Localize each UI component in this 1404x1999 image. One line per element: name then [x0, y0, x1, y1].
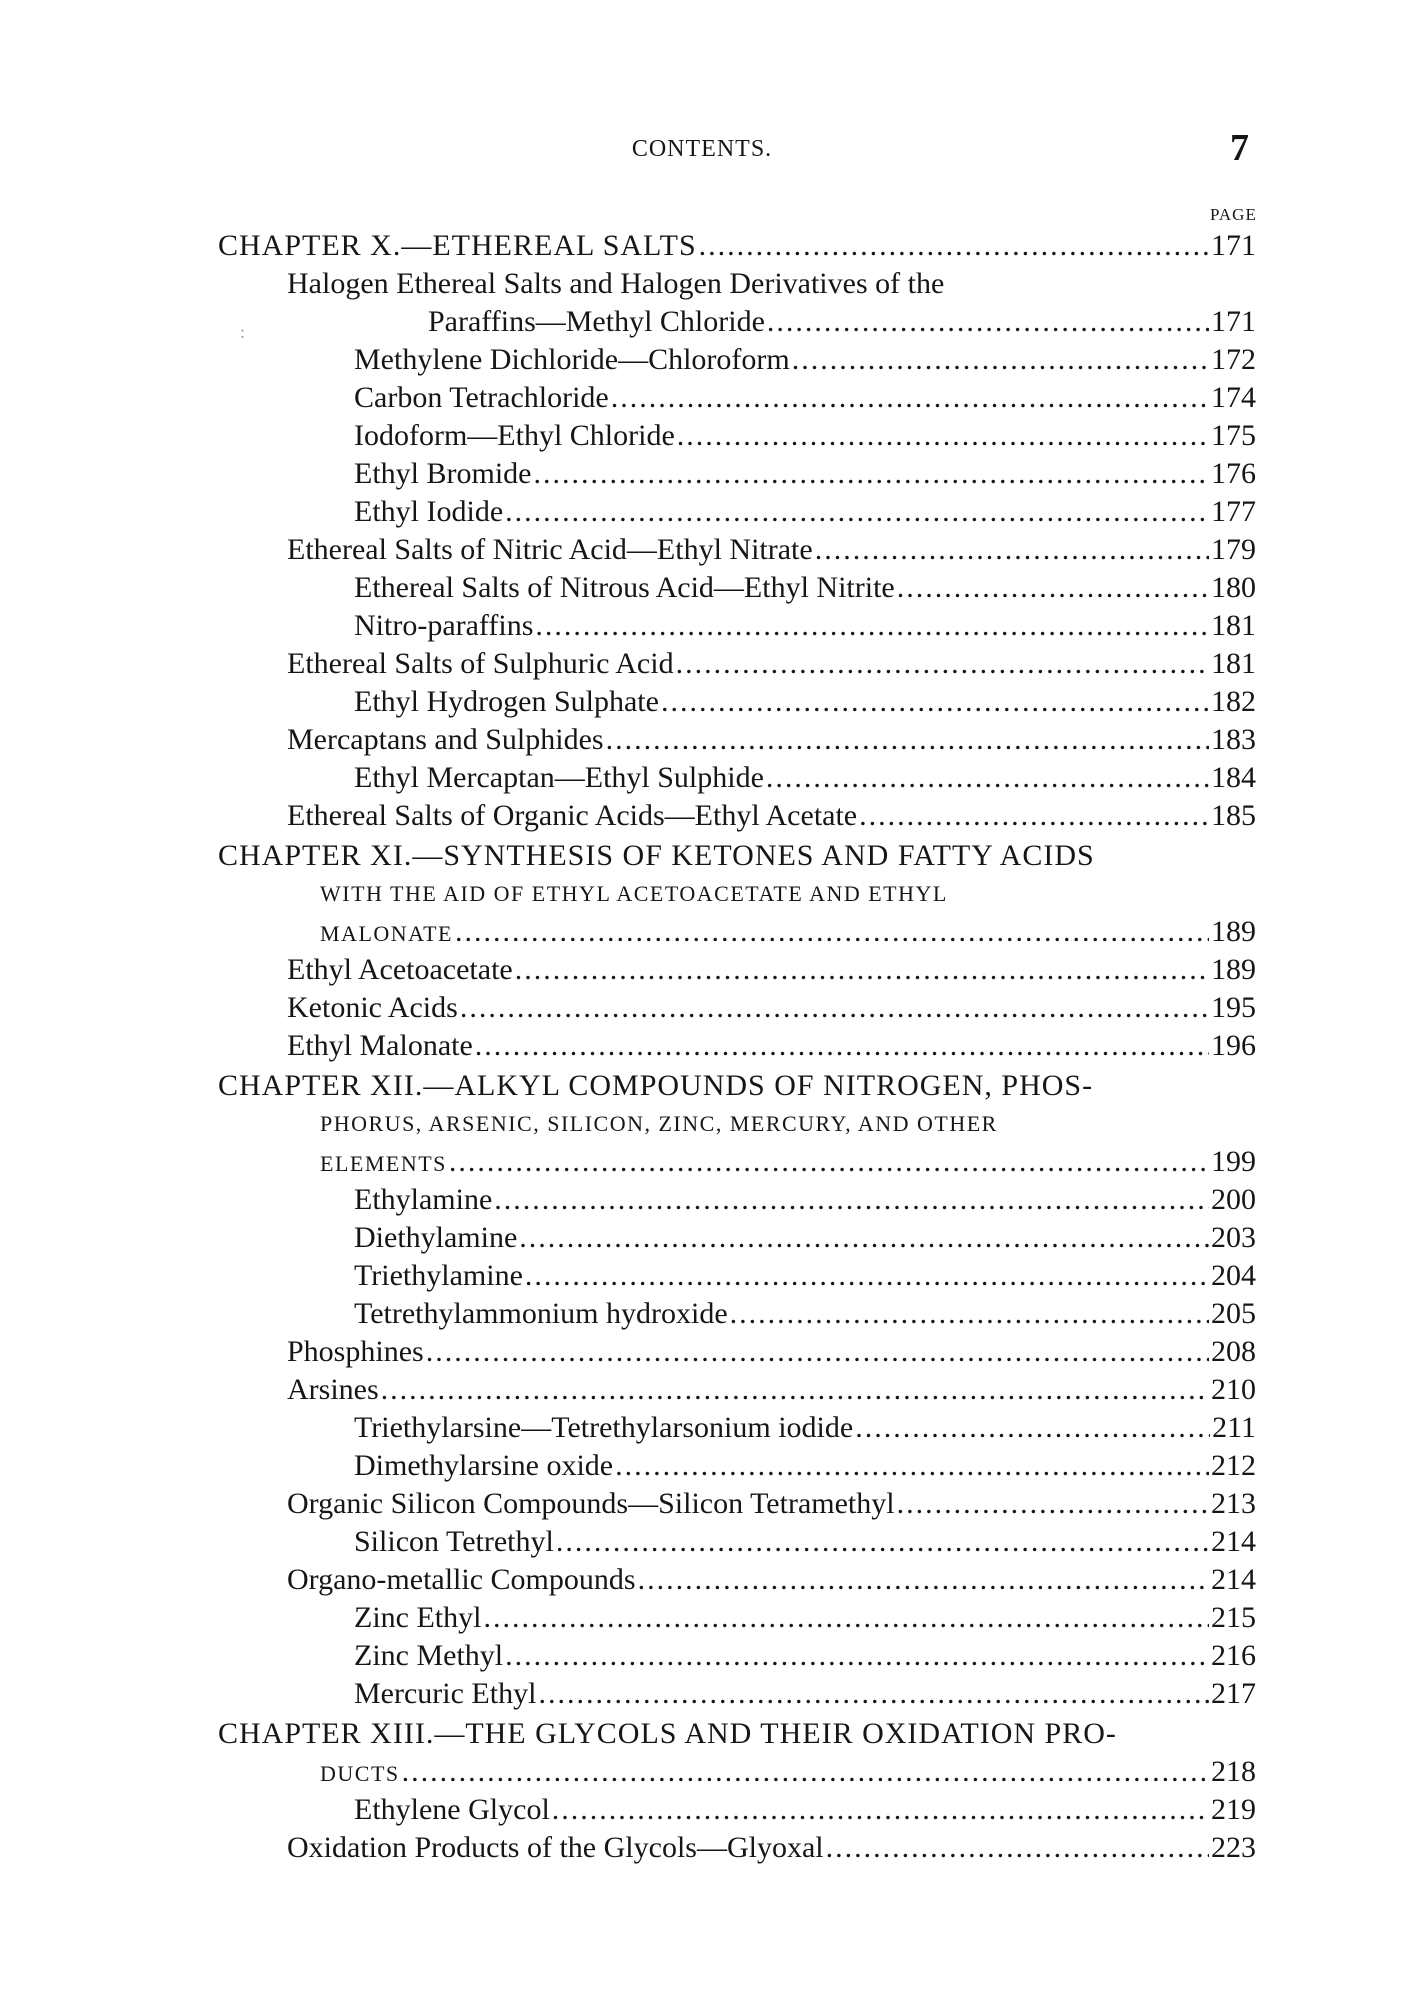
toc-entry — [354, 1296, 1256, 1332]
page-blemish-mark: : — [240, 322, 246, 342]
dot-leader — [676, 646, 1209, 682]
page-ref: 176 — [1211, 457, 1256, 490]
toc-entry-text: Zinc Methyl — [354, 1639, 504, 1672]
page-ref: 184 — [1211, 761, 1256, 794]
toc-entry — [354, 684, 1256, 720]
page-ref: 214 — [1211, 1525, 1256, 1558]
toc-entry-text: Arsines — [287, 1373, 379, 1406]
toc-entry-text: Silicon Tetrethyl — [354, 1525, 554, 1558]
toc-entry — [354, 1792, 1256, 1828]
toc-entry — [287, 532, 1256, 568]
toc-entry — [354, 380, 1256, 416]
page-number: 7 — [1230, 127, 1249, 169]
dot-leader — [638, 1562, 1209, 1598]
dot-leader — [859, 798, 1209, 834]
chapter-xiii-title-line-1: CHAPTER XIII.—THE GLYCOLS AND THEIR OXIDATION PRO- — [218, 1717, 1117, 1750]
chapter-title: MALONATE — [320, 921, 453, 946]
chapter-title: ELEMENTS — [320, 1151, 447, 1176]
toc-entry — [287, 1334, 1256, 1370]
page-ref: 195 — [1211, 991, 1256, 1024]
page-ref: 189 — [1211, 953, 1256, 986]
dot-leader — [460, 990, 1209, 1026]
toc-entry-text: Ethyl Iodide — [354, 495, 504, 528]
toc-entry-text: Triethylarsine—Tetrethylarsonium iodide — [354, 1411, 854, 1444]
toc-entry-text: Mercuric Ethyl — [354, 1677, 537, 1710]
toc-entry — [354, 1600, 1256, 1636]
page-ref: 208 — [1211, 1335, 1256, 1368]
page-ref: 185 — [1211, 799, 1256, 832]
chapter-x-entry — [218, 228, 1256, 264]
toc-entry — [354, 1410, 1256, 1446]
page-ref: 216 — [1211, 1639, 1256, 1672]
chapter-xiii-entry — [320, 1754, 1256, 1790]
toc-entry-text: Ethereal Salts of Organic Acids—Ethyl Acetate — [287, 799, 858, 832]
toc-entry-text: Ethylene Glycol — [354, 1793, 550, 1826]
toc-entry-text: Ethyl Acetoacetate — [287, 953, 513, 986]
dot-leader — [449, 1144, 1209, 1180]
page-ref: 215 — [1211, 1601, 1256, 1634]
dot-leader — [826, 1830, 1209, 1866]
dot-leader — [897, 570, 1209, 606]
toc-entry — [287, 1486, 1256, 1522]
page-ref: 204 — [1211, 1259, 1256, 1292]
page-ref: 177 — [1211, 495, 1256, 528]
chapter-xii-title-line-2: PHORUS, ARSENIC, SILICON, ZINC, MERCURY, AND OTHER — [320, 1111, 998, 1136]
page-ref: 203 — [1211, 1221, 1256, 1254]
toc-entry — [287, 952, 1256, 988]
dot-leader — [766, 760, 1209, 796]
page-ref: 196 — [1211, 1029, 1256, 1062]
page-ref: 183 — [1211, 723, 1256, 756]
dot-leader — [535, 608, 1209, 644]
dot-leader — [855, 1410, 1210, 1446]
dot-leader — [381, 1372, 1209, 1408]
dot-leader — [615, 1448, 1209, 1484]
toc-entry — [354, 570, 1256, 606]
chapter-xii-entry — [320, 1144, 1256, 1180]
page-ref: 180 — [1211, 571, 1256, 604]
toc-entry-text: Ethyl Hydrogen Sulphate — [354, 685, 659, 718]
toc-entry-text: Ethereal Salts of Nitric Acid—Ethyl Nitrate — [287, 533, 813, 566]
toc-entry-text: Carbon Tetrachloride — [354, 381, 609, 414]
page-ref: 172 — [1211, 343, 1256, 376]
page-ref: 219 — [1211, 1793, 1256, 1826]
toc-entry — [287, 1372, 1256, 1408]
dot-leader — [730, 1296, 1209, 1332]
dot-leader — [552, 1792, 1209, 1828]
page-ref: 210 — [1211, 1373, 1256, 1406]
toc-entry-text: Nitro-paraffins — [354, 609, 534, 642]
toc-entry-text: Iodoform—Ethyl Chloride — [354, 419, 675, 452]
toc-entry-text: Ethyl Bromide — [354, 457, 532, 490]
toc-entry — [354, 1524, 1256, 1560]
toc-entry — [287, 646, 1256, 682]
page-ref: 200 — [1211, 1183, 1256, 1216]
toc-entry — [287, 266, 1256, 302]
dot-leader — [402, 1754, 1209, 1790]
dot-leader — [611, 380, 1209, 416]
dot-leader — [475, 1028, 1209, 1064]
chapter-xi-entry — [320, 914, 1256, 950]
toc-entry — [354, 1676, 1256, 1712]
dot-leader — [519, 1220, 1209, 1256]
page-ref: 199 — [1211, 1145, 1256, 1178]
toc-entry-text: Paraffins—Methyl Chloride — [428, 305, 765, 338]
page-ref: 211 — [1212, 1411, 1256, 1444]
toc-entry — [287, 798, 1256, 834]
toc-entry — [354, 1182, 1256, 1218]
dot-leader — [525, 1258, 1209, 1294]
chapter-xii-title-line-1: CHAPTER XII.—ALKYL COMPOUNDS OF NITROGEN, PHOS- — [218, 1069, 1094, 1102]
toc-entry — [287, 722, 1256, 758]
page-ref: 223 — [1211, 1831, 1256, 1864]
toc-entry-text: Triethylamine — [354, 1259, 523, 1292]
toc-entry-text: Zinc Ethyl — [354, 1601, 482, 1634]
toc-entry-text: Ethereal Salts of Nitrous Acid—Ethyl Nitrite — [354, 571, 895, 604]
dot-leader — [426, 1334, 1209, 1370]
page-ref: 174 — [1211, 381, 1256, 414]
dot-leader — [538, 1676, 1209, 1712]
toc-entry-text: Ethereal Salts of Sulphuric Acid — [287, 647, 674, 680]
toc-entry — [354, 1638, 1256, 1674]
page-ref: 175 — [1211, 419, 1256, 452]
page-ref: 218 — [1211, 1755, 1256, 1788]
dot-leader — [699, 228, 1209, 264]
toc-entry-text: Ethyl Malonate — [287, 1029, 473, 1062]
dot-leader — [505, 494, 1209, 530]
chapter-title: CHAPTER X.—ETHEREAL SALTS — [218, 229, 697, 262]
dot-leader — [677, 418, 1209, 454]
page-ref: 205 — [1211, 1297, 1256, 1330]
toc-entry — [354, 1258, 1256, 1294]
toc-entry — [354, 1220, 1256, 1256]
page-ref: 171 — [1211, 305, 1256, 338]
page-ref: 171 — [1211, 229, 1256, 262]
chapter-title: DUCTS — [320, 1761, 400, 1786]
toc-entry-text: Ketonic Acids — [287, 991, 458, 1024]
dot-leader — [494, 1182, 1209, 1218]
toc-entry-text: Ethyl Mercaptan—Ethyl Sulphide — [354, 761, 764, 794]
toc-entry-text: Methylene Dichloride—Chloroform — [354, 343, 790, 376]
page-ref: 217 — [1211, 1677, 1256, 1710]
dot-leader — [515, 952, 1209, 988]
toc-entry — [354, 494, 1256, 530]
page-ref: 214 — [1211, 1563, 1256, 1596]
dot-leader — [455, 914, 1209, 950]
dot-leader — [897, 1486, 1209, 1522]
page-ref: 181 — [1211, 609, 1256, 642]
dot-leader — [661, 684, 1209, 720]
toc-entry-text: Organic Silicon Compounds—Silicon Tetramethyl — [287, 1487, 895, 1520]
toc-entry — [354, 342, 1256, 378]
toc-entry — [354, 418, 1256, 454]
toc-entry — [354, 456, 1256, 492]
toc-entry — [287, 1562, 1256, 1598]
toc-entry-text: Dimethylarsine oxide — [354, 1449, 614, 1482]
dot-leader — [533, 456, 1209, 492]
toc-entry-text: Ethylamine — [354, 1183, 493, 1216]
toc-entry-text: Halogen Ethereal Salts and Halogen Derivatives of the — [287, 267, 945, 300]
toc-entry-text: Mercaptans and Sulphides — [287, 723, 604, 756]
toc-entry — [287, 1830, 1256, 1866]
dot-leader — [792, 342, 1209, 378]
dot-leader — [483, 1600, 1209, 1636]
page-ref: 182 — [1211, 685, 1256, 718]
page-column-label: PAGE — [1210, 205, 1257, 224]
toc-entry-text: Diethylamine — [354, 1221, 518, 1254]
toc-entry-text: Tetrethylammonium hydroxide — [354, 1297, 728, 1330]
toc-entry — [287, 1028, 1256, 1064]
toc-entry — [428, 304, 1256, 340]
toc-entry-text: Phosphines — [287, 1335, 424, 1368]
toc-entry-text: Organo-metallic Compounds — [287, 1563, 636, 1596]
dot-leader — [767, 304, 1209, 340]
toc-entry — [354, 1448, 1256, 1484]
dot-leader — [815, 532, 1209, 568]
page-ref: 213 — [1211, 1487, 1256, 1520]
dot-leader — [556, 1524, 1209, 1560]
toc-entry — [354, 760, 1256, 796]
page-ref: 181 — [1211, 647, 1256, 680]
page-ref: 179 — [1211, 533, 1256, 566]
page-ref: 189 — [1211, 915, 1256, 948]
dot-leader — [505, 1638, 1209, 1674]
chapter-xi-title-line-2: WITH THE AID OF ETHYL ACETOACETATE AND ETHYL — [320, 881, 948, 906]
page-ref: 212 — [1211, 1449, 1256, 1482]
toc-entry — [354, 608, 1256, 644]
chapter-xi-title-line-1: CHAPTER XI.—SYNTHESIS OF KETONES AND FATTY ACIDS — [218, 839, 1095, 872]
running-header: CONTENTS. — [631, 136, 773, 162]
dot-leader — [606, 722, 1209, 758]
toc-entry-text: Oxidation Products of the Glycols—Glyoxal — [287, 1831, 824, 1864]
toc-entry — [287, 990, 1256, 1026]
